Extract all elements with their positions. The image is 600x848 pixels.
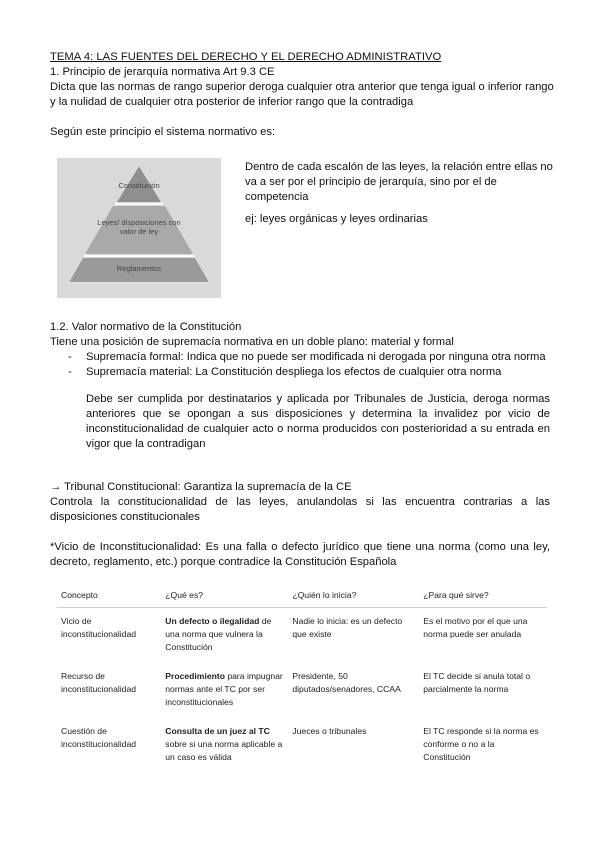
header-que-es: ¿Qué es? xyxy=(161,585,288,608)
cell-concepto: Cuestión de inconstitucionalidad xyxy=(61,726,137,749)
cell-que-es-bold: Consulta de un juez al TC xyxy=(165,726,270,736)
cell-que-es-bold: Procedimiento xyxy=(165,671,225,681)
bullet-supremacia-formal xyxy=(68,350,546,365)
table-row xyxy=(57,663,547,718)
bullet-text: Supremacía formal: Indica que no puede ser modificada ni derogada por ninguna otra norma xyxy=(86,351,546,363)
cell-que-es xyxy=(161,608,288,664)
table-row xyxy=(57,718,547,773)
cell-que-es-rest: para impugnar normas ante el TC por ser inconstitucionales xyxy=(165,671,283,707)
pyramid-explanation-example: ej: leyes orgánicas y leyes ordinarias xyxy=(245,213,428,225)
bullet-supremacia-material xyxy=(68,365,501,380)
section2-intro: Tiene una posición de supremacía normativa en un doble plano: material y formal xyxy=(50,336,454,348)
cell-quien: Jueces o tribunales xyxy=(292,726,367,736)
pyramid-level-constitucion: Constitución xyxy=(118,181,160,190)
cell-quien: Nadie lo inicia: es un defecto que existe xyxy=(292,616,403,639)
bullet-text: Supremacía material: La Constitución despliega los efectos de cualquier otra norma xyxy=(86,366,502,378)
hierarchy-pyramid-image xyxy=(57,158,221,298)
cell-para: El TC decide si anula total o parcialmente la norma xyxy=(423,671,531,694)
cell-que-es-rest: sobre si una norma aplicable a un caso es válida xyxy=(165,739,283,762)
concept-table xyxy=(57,585,547,773)
vicio-definition: *Vicio de Inconstitucionalidad: Es una falla o defecto jurídico que tiene una norma (como una ley, decreto, reglamento, etc.) porque contradice la Constitución Española xyxy=(50,541,550,568)
cell-concepto: Vicio de inconstitucionalidad xyxy=(61,616,137,639)
section1-heading: 1. Principio de jerarquía normativa Art 9.3 CE xyxy=(50,66,275,78)
header-quien-inicia: ¿Quién lo inicia? xyxy=(288,585,419,608)
bullet-dash: - xyxy=(68,366,72,378)
section1-text-line2: y la nulidad de cualquier otra posterior de inferior rango que la contradiga xyxy=(50,96,414,108)
pyramid-level-reglamentos: Reglamentos xyxy=(116,264,162,273)
header-para-que: ¿Para qué sirve? xyxy=(419,585,547,608)
section2-paragraph: Debe ser cumplida por destinatarios y aplicada por Tribunales de Justicia, deroga normas anteriores que se opongan a sus disposiciones y determina la invalidez por vicio de inconstitucionalidad de cualquier acto o norma producidos con posterioridad a su entrada en vigor que la contradigan xyxy=(86,393,550,450)
cell-para: Es el motivo por el que una norma puede ser anulada xyxy=(423,616,528,639)
pyramid-explanation-paragraph: Dentro de cada escalón de las leyes, la relación entre ellas no va a ser por el principio de jerarquía, sino por el de competencia xyxy=(245,161,553,203)
bullet-dash: - xyxy=(68,351,72,363)
section1-intro: Según este principio el sistema normativo es: xyxy=(50,126,276,138)
cell-que-es xyxy=(161,663,288,718)
table-header-row xyxy=(57,585,547,608)
cell-para: El TC responde si la norma es conforme o no a la Constitución xyxy=(423,726,539,762)
tribunal-paragraph: Controla la constitucionalidad de las leyes, anulandolas si las encuentra contrarias a las disposiciones constitucionales xyxy=(50,496,550,523)
section2-heading: 1.2. Valor normativo de la Constitución xyxy=(50,321,242,333)
cell-que-es-bold: Un defecto o ilegalidad xyxy=(165,616,260,626)
pyramid-explanation xyxy=(245,160,555,227)
table-row xyxy=(57,608,547,664)
cell-concepto: Recurso de inconstitucionalidad xyxy=(61,671,137,694)
header-concepto: Concepto xyxy=(57,585,161,608)
tribunal-heading: → Tribunal Constitucional: Garantiza la supremacía de la CE xyxy=(50,481,352,493)
section1-text-line1: Dicta que las normas de rango superior deroga cualquier otra anterior que tenga igual o inferior rango xyxy=(50,81,554,93)
document-title: TEMA 4: LAS FUENTES DEL DERECHO Y EL DERECHO ADMINISTRATIVO xyxy=(50,51,442,63)
cell-que-es-rest: de una norma que vulnera la Constitución xyxy=(165,616,272,652)
pyramid-level-leyes: Leyes/ disposiciones con valor de ley xyxy=(97,218,181,236)
cell-quien: Presidente, 50 diputados/senadores, CCAA xyxy=(292,671,401,694)
cell-que-es xyxy=(161,718,288,773)
